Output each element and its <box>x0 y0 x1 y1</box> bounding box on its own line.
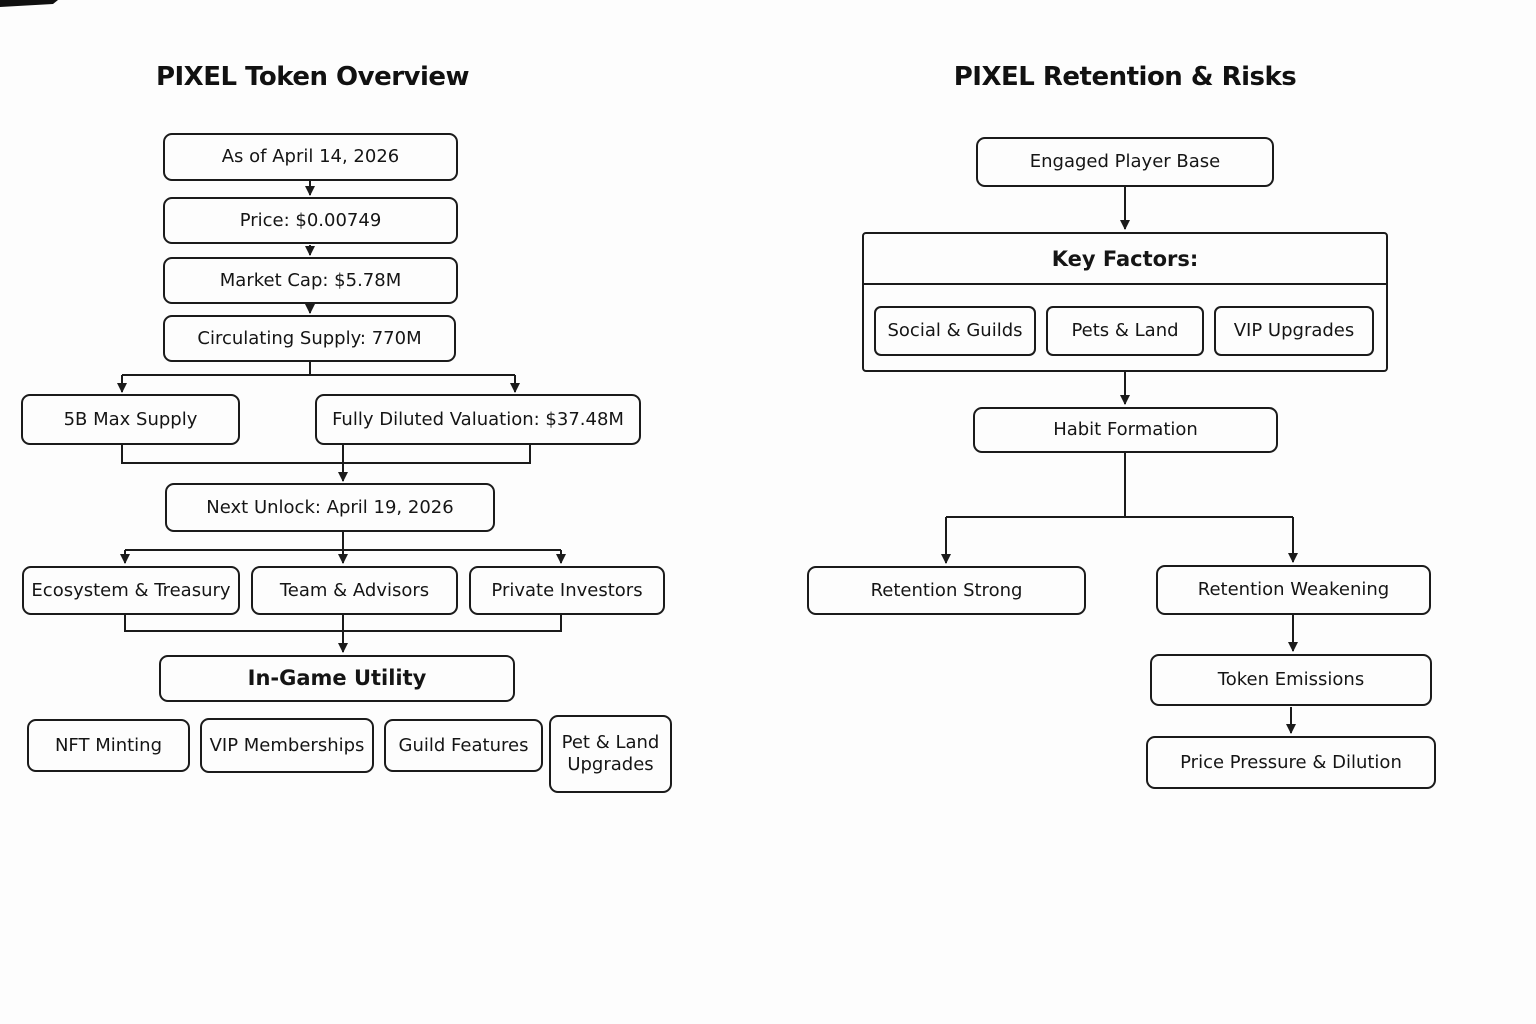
node-next-unlock: Next Unlock: April 19, 2026 <box>165 483 495 532</box>
node-vip-upgrades: VIP Upgrades <box>1214 306 1374 356</box>
node-retention-weakening: Retention Weakening <box>1156 565 1431 615</box>
right-chart-title: PIXEL Retention & Risks <box>953 62 1297 92</box>
node-pet-land-upgrades: Pet & Land Upgrades <box>549 715 672 793</box>
key-factors-header: Key Factors: <box>864 234 1386 285</box>
node-nft-minting: NFT Minting <box>27 719 190 772</box>
node-habit-formation: Habit Formation <box>973 407 1278 453</box>
node-engaged-player-base: Engaged Player Base <box>976 137 1274 187</box>
node-price-pressure-dilution: Price Pressure & Dilution <box>1146 736 1436 789</box>
node-guild-features: Guild Features <box>384 719 543 772</box>
node-as-of-date: As of April 14, 2026 <box>163 133 458 181</box>
node-circulating-supply: Circulating Supply: 770M <box>163 315 456 362</box>
node-pets-land: Pets & Land <box>1046 306 1204 356</box>
node-social-guilds: Social & Guilds <box>874 306 1036 356</box>
node-team-advisors: Team & Advisors <box>251 566 458 615</box>
node-ecosystem-treasury: Ecosystem & Treasury <box>22 566 240 615</box>
node-market-cap: Market Cap: $5.78M <box>163 257 458 304</box>
node-in-game-utility: In-Game Utility <box>159 655 515 702</box>
corner-artifact <box>0 0 58 7</box>
node-private-investors: Private Investors <box>469 566 665 615</box>
node-retention-strong: Retention Strong <box>807 566 1086 615</box>
node-price: Price: $0.00749 <box>163 197 458 244</box>
node-token-emissions: Token Emissions <box>1150 654 1432 706</box>
node-fdv: Fully Diluted Valuation: $37.48M <box>315 394 641 445</box>
left-chart-title: PIXEL Token Overview <box>155 62 470 92</box>
node-vip-memberships: VIP Memberships <box>200 718 374 773</box>
node-max-supply: 5B Max Supply <box>21 394 240 445</box>
